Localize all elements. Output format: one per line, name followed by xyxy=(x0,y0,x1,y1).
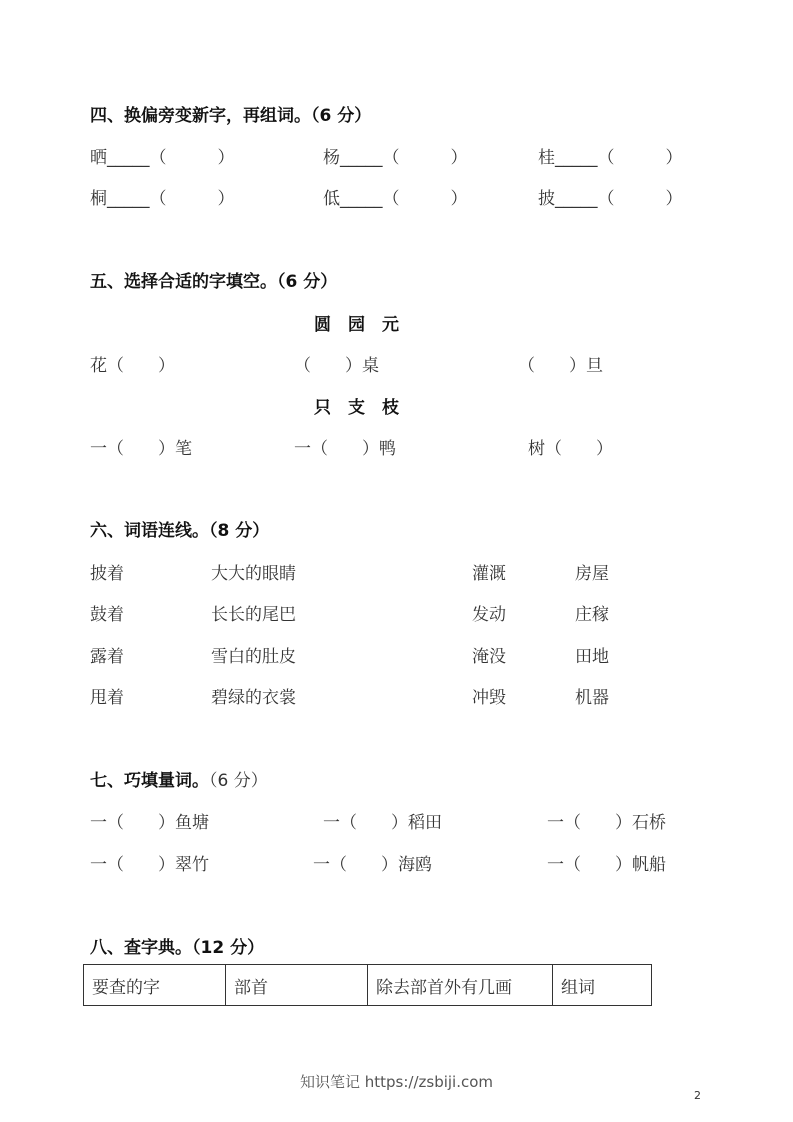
sec5-item: 一（ ）鸭 xyxy=(294,439,396,459)
sec6-word: 房屋 xyxy=(575,564,609,584)
footer-watermark: 知识笔记 https://zsbiji.com xyxy=(299,1073,494,1091)
sec4-item: 晒_____（ ） xyxy=(90,148,235,168)
sec5-item: 花（ ） xyxy=(90,356,175,376)
sec5-item: 一（ ）笔 xyxy=(90,439,192,459)
sec7-item: 一（ ）翠竹 xyxy=(90,855,209,875)
sec6-word: 淹没 xyxy=(472,647,506,667)
sec5-item: （ ）桌 xyxy=(294,356,379,376)
section-7-title xyxy=(90,766,268,791)
sec6-word: 露着 xyxy=(90,647,124,667)
table-header-cell: 组词 xyxy=(553,965,652,1006)
sec6-word: 大大的眼睛 xyxy=(211,564,296,584)
sec7-item: 一（ ）帆船 xyxy=(547,855,666,875)
sec6-word: 甩着 xyxy=(90,688,124,708)
sec7-item: 一（ ）海鸥 xyxy=(313,855,432,875)
sec6-word: 田地 xyxy=(575,647,609,667)
sec6-word: 灌溉 xyxy=(472,564,506,584)
sec6-word: 长长的尾巴 xyxy=(211,605,296,625)
sec4-item: 杨_____（ ） xyxy=(323,148,468,168)
sec6-word: 鼓着 xyxy=(90,605,124,625)
section-7-title-score: （6 分） xyxy=(209,771,268,791)
section-7-title-main: 七、巧填量词。 xyxy=(90,771,209,791)
sec4-item: 低_____（ ） xyxy=(323,189,468,209)
dictionary-table xyxy=(83,964,652,1006)
sec5-choice-chars-2: 只 支 枝 xyxy=(314,398,399,418)
sec6-word: 雪白的肚皮 xyxy=(211,647,296,667)
sec5-item: 树（ ） xyxy=(528,439,613,459)
section-4-title: 四、换偏旁变新字，再组词。（6 分） xyxy=(90,106,372,126)
table-header-cell: 除去部首外有几画 xyxy=(368,965,553,1006)
sec6-word: 庄稼 xyxy=(575,605,609,625)
sec6-word: 碧绿的衣裳 xyxy=(211,688,296,708)
section-8-title: 八、查字典。（12 分） xyxy=(90,938,265,958)
sec4-item: 披_____（ ） xyxy=(538,189,683,209)
sec5-item: （ ）旦 xyxy=(518,356,603,376)
table-header-row xyxy=(84,965,652,1006)
table-header-cell: 部首 xyxy=(226,965,368,1006)
sec6-word: 冲毁 xyxy=(472,688,506,708)
sec4-item: 桂_____（ ） xyxy=(538,148,683,168)
sec7-item: 一（ ）稻田 xyxy=(323,813,442,833)
table-header-cell: 要查的字 xyxy=(84,965,226,1006)
sec7-item: 一（ ）石桥 xyxy=(547,813,666,833)
section-5-title: 五、选择合适的字填空。（6 分） xyxy=(90,272,338,292)
sec5-choice-chars-1: 圆 园 元 xyxy=(314,315,399,335)
sec7-item: 一（ ）鱼塘 xyxy=(90,813,209,833)
sec6-word: 披着 xyxy=(90,564,124,584)
sec6-word: 发动 xyxy=(472,605,506,625)
sec4-item: 桐_____（ ） xyxy=(90,189,235,209)
page-number: 2 xyxy=(694,1089,701,1102)
section-6-title: 六、词语连线。（8 分） xyxy=(90,521,270,541)
sec6-word: 机器 xyxy=(575,688,609,708)
